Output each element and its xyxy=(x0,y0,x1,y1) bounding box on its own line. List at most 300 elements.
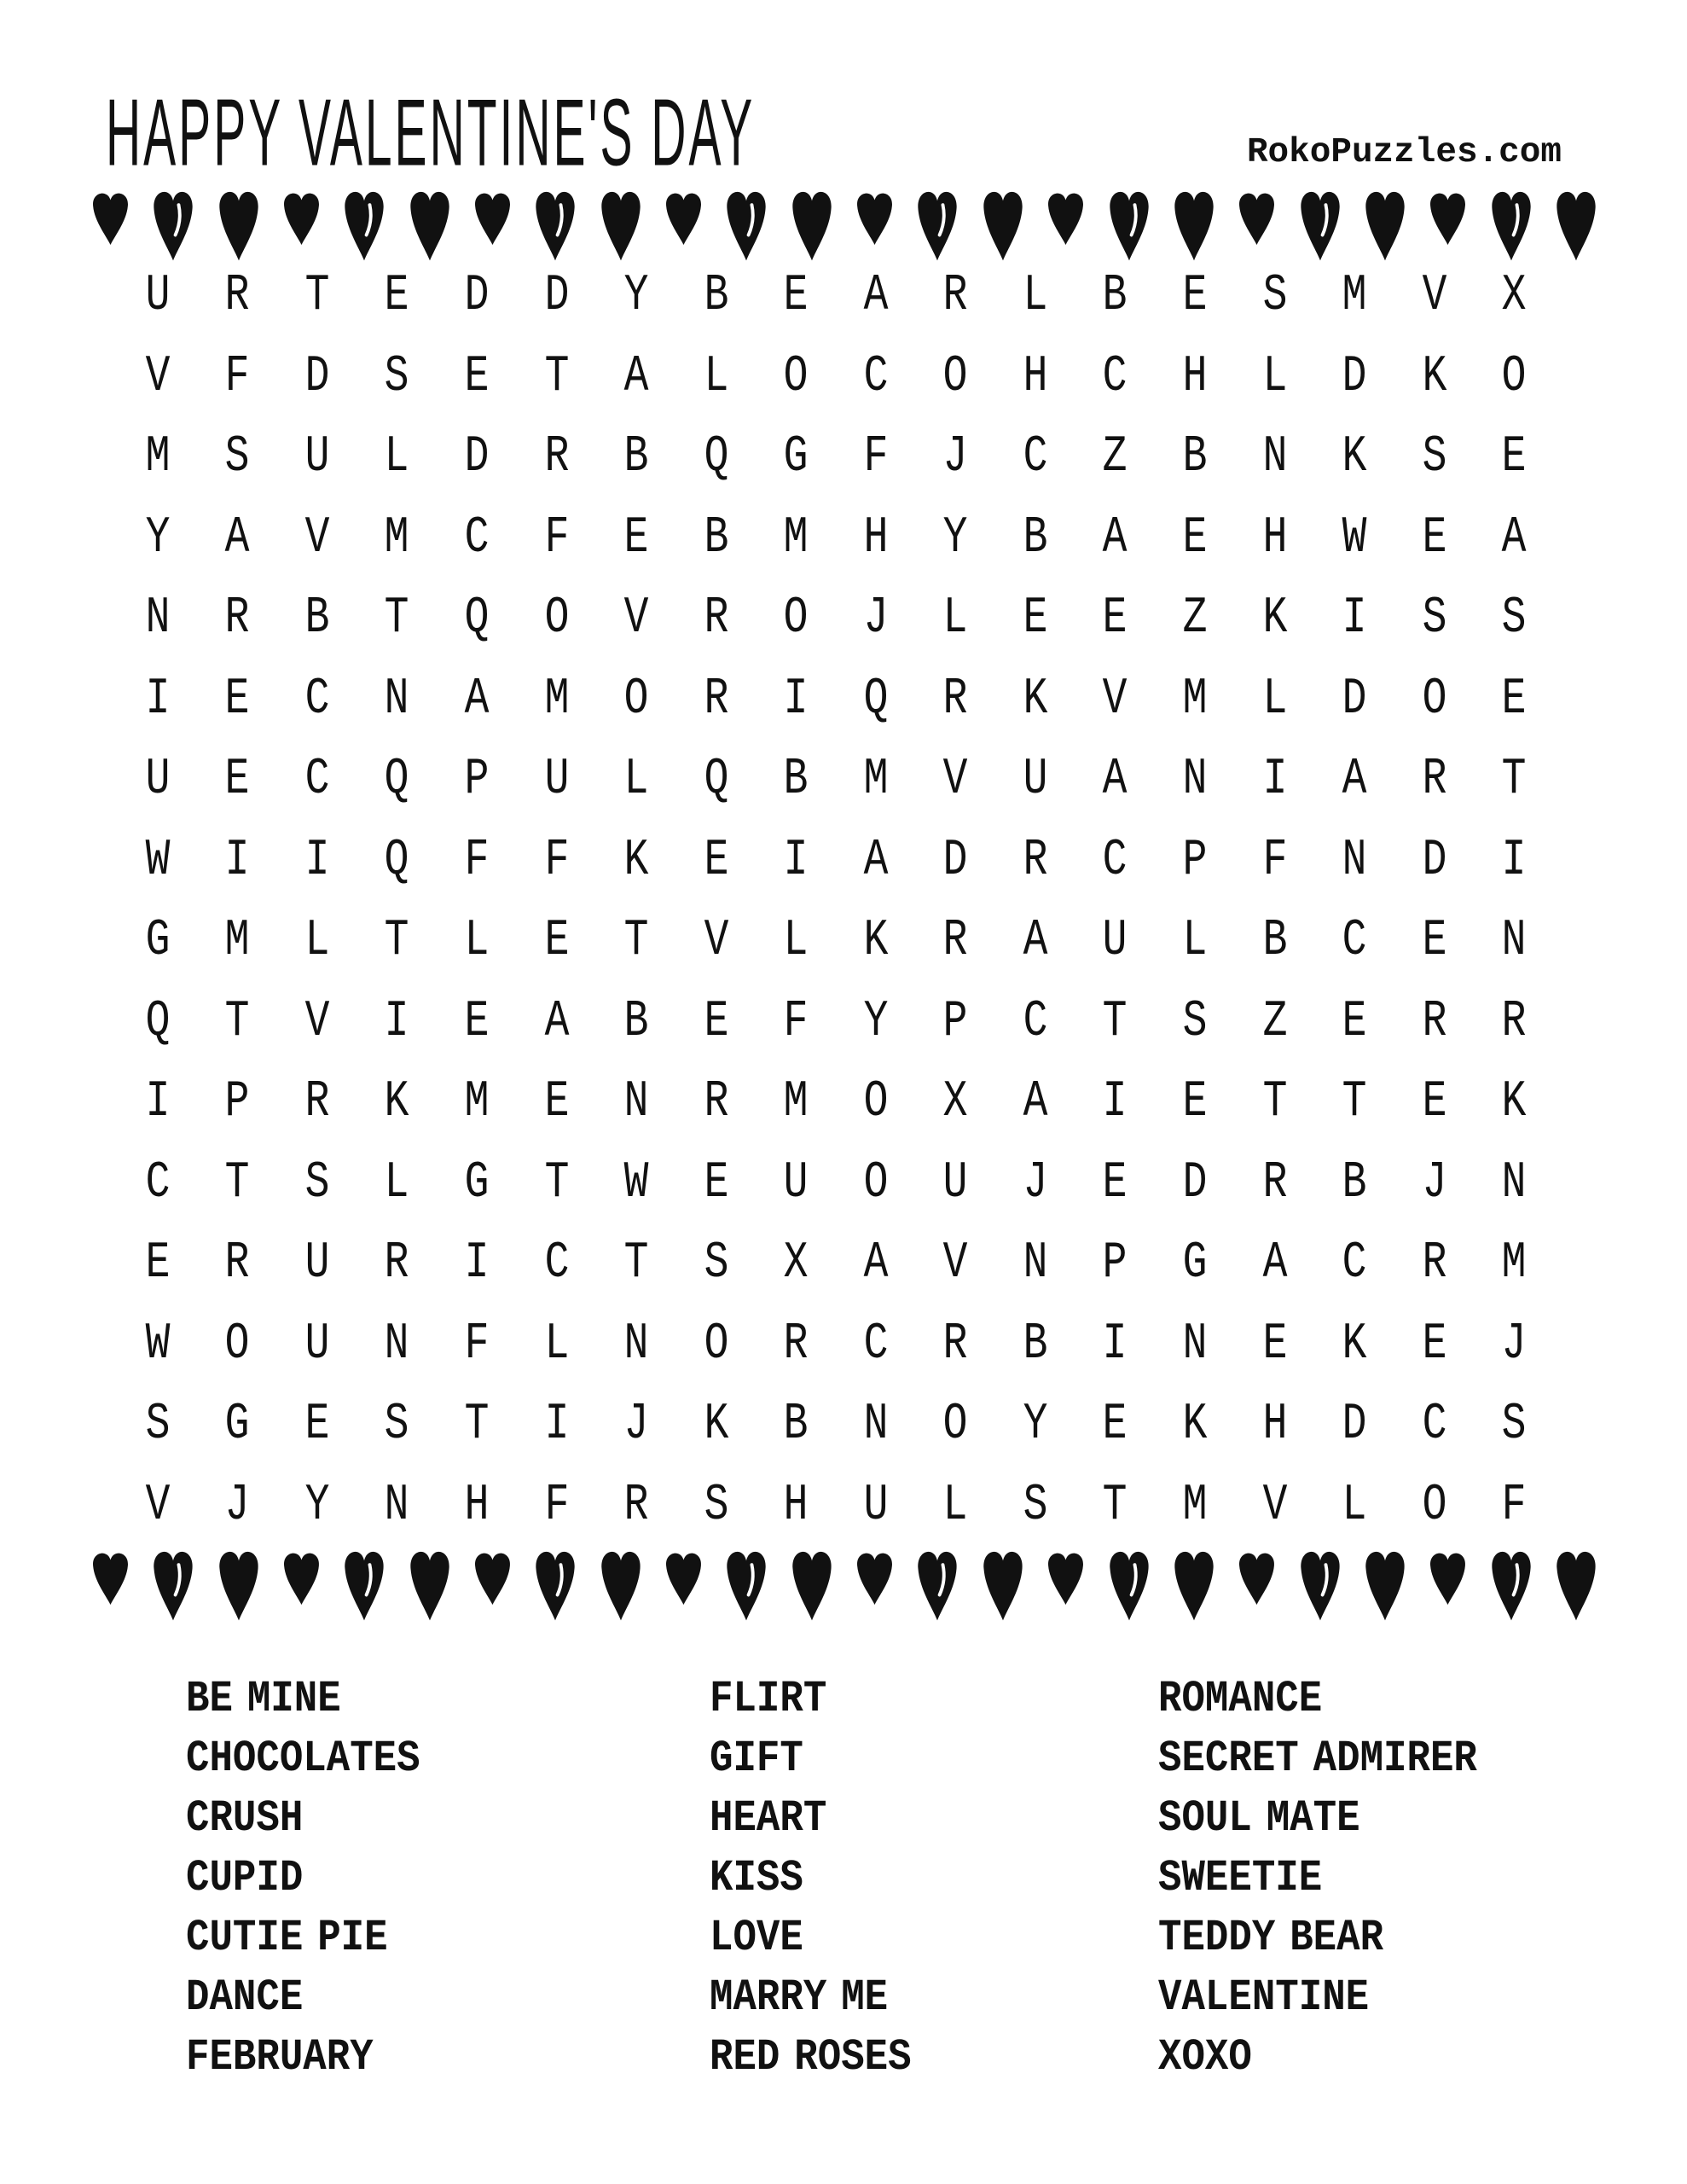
grid-letter: Q xyxy=(385,831,409,890)
heart-icon xyxy=(408,1548,452,1623)
grid-letter: F xyxy=(224,347,250,406)
grid-letter: E xyxy=(704,1153,729,1212)
grid-letter: D xyxy=(464,428,490,487)
word-list-column-3 xyxy=(1158,1669,1521,2087)
grid-letter: R xyxy=(224,1234,250,1293)
heart-icon xyxy=(855,1550,895,1606)
grid-letter: A xyxy=(1103,751,1128,810)
heart-icon xyxy=(1298,1548,1342,1623)
grid-letter: D xyxy=(544,267,569,326)
grid-letter: R xyxy=(385,1234,409,1293)
grid-letter: L xyxy=(1342,1476,1367,1535)
grid-letter: E xyxy=(1422,1315,1447,1374)
grid-letter: E xyxy=(1342,992,1367,1051)
grid-letter: L xyxy=(942,1476,968,1535)
grid-letter: J xyxy=(1501,1315,1527,1374)
grid-letter: O xyxy=(704,1315,729,1374)
heart-icon xyxy=(1554,188,1598,263)
word-item: CHOCOLATES xyxy=(186,1733,420,1784)
grid-letter: K xyxy=(1023,670,1048,729)
word-item: SECRET ADMIRER xyxy=(1158,1733,1477,1784)
grid-letter: K xyxy=(1342,1315,1367,1374)
grid-letter: D xyxy=(1182,1153,1208,1212)
grid-letter: O xyxy=(1501,347,1527,406)
grid-letter: V xyxy=(145,347,171,406)
grid-letter: R xyxy=(942,670,968,729)
grid-letter: N xyxy=(1023,1234,1048,1293)
grid-letter: S xyxy=(1262,267,1287,326)
grid-letter: Y xyxy=(863,992,889,1051)
grid-letter: H xyxy=(1023,347,1048,406)
grid-letter: K xyxy=(863,912,889,971)
heart-icon xyxy=(217,1548,261,1623)
grid-letter: E xyxy=(1262,1315,1287,1374)
grid-letter: F xyxy=(783,992,809,1051)
grid-letter: X xyxy=(942,1073,968,1132)
grid-letter: E xyxy=(224,670,250,729)
grid-letter: A xyxy=(863,267,889,326)
grid-letter: F xyxy=(1501,1476,1527,1535)
grid-letter: E xyxy=(783,267,809,326)
grid-letter: V xyxy=(942,751,968,810)
grid-letter: D xyxy=(942,831,968,890)
grid-letter: D xyxy=(304,347,330,406)
grid-letter: F xyxy=(464,831,490,890)
grid-letter: X xyxy=(1501,267,1527,326)
grid-letter: T xyxy=(304,267,330,326)
grid-letter: C xyxy=(304,670,330,729)
word-item: FEBRUARY xyxy=(186,2031,374,2082)
grid-letter: O xyxy=(863,1073,889,1132)
word-item: MARRY ME xyxy=(710,1972,889,2023)
grid-letter: E xyxy=(704,831,729,890)
grid-letter: N xyxy=(1501,1153,1527,1212)
grid-letter: S xyxy=(1422,428,1447,487)
grid-letter: J xyxy=(224,1476,250,1535)
grid-letter: P xyxy=(942,992,968,1051)
grid-letter: Z xyxy=(1182,590,1208,648)
grid-letter: I xyxy=(1103,1073,1128,1132)
word-item: DANCE xyxy=(186,1972,304,2023)
grid-letter: M xyxy=(145,428,171,487)
grid-letter: U xyxy=(544,751,569,810)
grid-letter: C xyxy=(1023,428,1048,487)
grid-letter: L xyxy=(783,912,809,971)
grid-letter: V xyxy=(1422,267,1447,326)
grid-letter: T xyxy=(623,912,649,971)
grid-letter: S xyxy=(385,1396,409,1455)
grid-letter: W xyxy=(623,1153,649,1212)
grid-letter: O xyxy=(783,347,809,406)
grid-letter: U xyxy=(1103,912,1128,971)
heart-icon xyxy=(855,190,895,247)
grid-letter: V xyxy=(304,992,330,1051)
grid-letter: C xyxy=(1023,992,1048,1051)
heart-icon xyxy=(790,1548,834,1623)
grid-letter: L xyxy=(304,912,330,971)
grid-letter: K xyxy=(1501,1073,1527,1132)
grid-letter: R xyxy=(224,590,250,648)
grid-letter: N xyxy=(145,590,171,648)
grid-letter: G xyxy=(783,428,809,487)
grid-letter: C xyxy=(145,1153,171,1212)
grid-letter: O xyxy=(1422,1476,1447,1535)
grid-letter: E xyxy=(304,1396,330,1455)
grid-letter: K xyxy=(1262,590,1287,648)
grid-letter: U xyxy=(1023,751,1048,810)
grid-letter: R xyxy=(942,267,968,326)
grid-letter: T xyxy=(1103,992,1128,1051)
grid-letter: B xyxy=(304,590,330,648)
grid-letter: Z xyxy=(1262,992,1287,1051)
grid-letter: L xyxy=(623,751,649,810)
grid-letter: U xyxy=(145,267,171,326)
page-title: HAPPY VALENTINE'S DAY xyxy=(106,79,756,187)
grid-letter: E xyxy=(544,1073,569,1132)
grid-letter: C xyxy=(1342,1234,1367,1293)
grid-letter: R xyxy=(942,1315,968,1374)
heart-icon xyxy=(915,1548,959,1623)
grid-letter: M xyxy=(464,1073,490,1132)
grid-letter: A xyxy=(464,670,490,729)
grid-letter: N xyxy=(385,670,409,729)
grid-letter: U xyxy=(304,428,330,487)
grid-letter: I xyxy=(1342,590,1367,648)
grid-letter: I xyxy=(145,1073,171,1132)
grid-letter: E xyxy=(1103,1396,1128,1455)
grid-letter: E xyxy=(464,992,490,1051)
grid-letter: P xyxy=(464,751,490,810)
word-item: KISS xyxy=(710,1852,803,1903)
heart-icon xyxy=(599,1548,643,1623)
grid-letter: B xyxy=(1103,267,1128,326)
word-search-grid xyxy=(118,256,1554,1546)
heart-icon xyxy=(342,1548,386,1623)
grid-letter: N xyxy=(385,1476,409,1535)
grid-letter: H xyxy=(1262,508,1287,567)
website-credit: RokoPuzzles.com xyxy=(1246,133,1562,172)
grid-letter: V xyxy=(1103,670,1128,729)
grid-letter: G xyxy=(464,1153,490,1212)
grid-letter: R xyxy=(1262,1153,1287,1212)
grid-letter: R xyxy=(783,1315,809,1374)
grid-letter: M xyxy=(1342,267,1367,326)
heart-icon xyxy=(1237,1550,1277,1606)
grid-letter: N xyxy=(1182,751,1208,810)
grid-letter: I xyxy=(304,831,330,890)
grid-letter: W xyxy=(145,1315,171,1374)
word-item: CRUSH xyxy=(186,1792,304,1844)
grid-letter: J xyxy=(1023,1153,1048,1212)
grid-letter: T xyxy=(464,1396,490,1455)
grid-letter: E xyxy=(623,508,649,567)
heart-icon xyxy=(915,188,959,263)
word-item: HEART xyxy=(710,1792,827,1844)
grid-letter: H xyxy=(1182,347,1208,406)
grid-letter: K xyxy=(1182,1396,1208,1455)
grid-letter: N xyxy=(1342,831,1367,890)
grid-letter: C xyxy=(544,1234,569,1293)
grid-letter: U xyxy=(304,1234,330,1293)
heart-icon xyxy=(599,188,643,263)
grid-letter: I xyxy=(1103,1315,1128,1374)
hearts-border-bottom xyxy=(90,1548,1598,1623)
grid-letter: P xyxy=(224,1073,250,1132)
grid-letter: N xyxy=(1262,428,1287,487)
grid-letter: U xyxy=(304,1315,330,1374)
grid-letter: E xyxy=(1422,508,1447,567)
grid-letter: D xyxy=(1342,670,1367,729)
grid-letter: F xyxy=(863,428,889,487)
grid-letter: B xyxy=(1023,508,1048,567)
grid-letter: B xyxy=(704,267,729,326)
grid-letter: N xyxy=(623,1073,649,1132)
grid-letter: A xyxy=(224,508,250,567)
grid-letter: S xyxy=(145,1396,171,1455)
grid-letter: T xyxy=(224,1153,250,1212)
grid-letter: E xyxy=(1501,428,1527,487)
word-item: SWEETIE xyxy=(1158,1852,1323,1903)
grid-letter: M xyxy=(544,670,569,729)
grid-letter: D xyxy=(1342,1396,1367,1455)
grid-letter: C xyxy=(1342,912,1367,971)
grid-letter: W xyxy=(145,831,171,890)
grid-letter: T xyxy=(544,1153,569,1212)
grid-letter: R xyxy=(1422,1234,1447,1293)
grid-letter: E xyxy=(1103,1153,1128,1212)
heart-icon xyxy=(1107,188,1151,263)
heart-icon xyxy=(1489,188,1533,263)
grid-letter: M xyxy=(783,1073,809,1132)
grid-letter: S xyxy=(1501,1396,1527,1455)
grid-letter: J xyxy=(863,590,889,648)
grid-letter: A xyxy=(1103,508,1128,567)
heart-icon xyxy=(1489,1548,1533,1623)
grid-letter: E xyxy=(464,347,490,406)
grid-letter: H xyxy=(783,1476,809,1535)
grid-letter: B xyxy=(783,1396,809,1455)
grid-letter: L xyxy=(704,347,729,406)
grid-letter: M xyxy=(1501,1234,1527,1293)
grid-letter: O xyxy=(942,347,968,406)
grid-letter: R xyxy=(304,1073,330,1132)
heart-icon xyxy=(151,188,195,263)
grid-letter: P xyxy=(1103,1234,1128,1293)
grid-letter: E xyxy=(1182,508,1208,567)
grid-letter: O xyxy=(1422,670,1447,729)
heart-icon xyxy=(1107,1548,1151,1623)
grid-letter: B xyxy=(1342,1153,1367,1212)
grid-letter: S xyxy=(1501,590,1527,648)
grid-letter: M xyxy=(783,508,809,567)
grid-letter: T xyxy=(1342,1073,1367,1132)
grid-letter: W xyxy=(1342,508,1367,567)
grid-letter: G xyxy=(145,912,171,971)
grid-letter: K xyxy=(1342,428,1367,487)
grid-letter: Y xyxy=(623,267,649,326)
grid-letter: L xyxy=(1023,267,1048,326)
grid-letter: U xyxy=(942,1153,968,1212)
grid-letter: E xyxy=(385,267,409,326)
grid-letter: V xyxy=(623,590,649,648)
heart-icon xyxy=(981,188,1025,263)
grid-letter: K xyxy=(385,1073,409,1132)
grid-letter: T xyxy=(224,992,250,1051)
heart-icon xyxy=(533,1548,577,1623)
grid-letter: B xyxy=(783,751,809,810)
grid-letter: C xyxy=(863,347,889,406)
grid-letter: F xyxy=(464,1315,490,1374)
word-item: RED ROSES xyxy=(710,2031,912,2082)
grid-letter: R xyxy=(1023,831,1048,890)
word-list-column-1 xyxy=(186,1669,452,2087)
grid-letter: R xyxy=(544,428,569,487)
grid-letter: M xyxy=(1182,670,1208,729)
grid-letter: E xyxy=(145,1234,171,1293)
word-item: CUPID xyxy=(186,1852,304,1903)
grid-letter: I xyxy=(1262,751,1287,810)
grid-letter: S xyxy=(385,347,409,406)
grid-letter: T xyxy=(385,912,409,971)
heart-icon xyxy=(1172,1548,1216,1623)
grid-letter: U xyxy=(783,1153,809,1212)
grid-letter: T xyxy=(1103,1476,1128,1535)
grid-letter: G xyxy=(224,1396,250,1455)
heart-icon xyxy=(1428,1550,1468,1606)
grid-letter: G xyxy=(1182,1234,1208,1293)
heart-icon xyxy=(151,1548,195,1623)
grid-letter: E xyxy=(1422,1073,1447,1132)
grid-letter: C xyxy=(464,508,490,567)
grid-letter: K xyxy=(623,831,649,890)
grid-letter: T xyxy=(544,347,569,406)
grid-letter: V xyxy=(1262,1476,1287,1535)
grid-letter: M xyxy=(1182,1476,1208,1535)
grid-letter: N xyxy=(1501,912,1527,971)
grid-letter: E xyxy=(1422,912,1447,971)
grid-letter: C xyxy=(1422,1396,1447,1455)
grid-letter: K xyxy=(1422,347,1447,406)
word-list-column-2 xyxy=(710,1669,939,2087)
heart-icon xyxy=(1428,190,1468,247)
grid-letter: N xyxy=(1182,1315,1208,1374)
grid-letter: S xyxy=(704,1234,729,1293)
word-item: VALENTINE xyxy=(1158,1972,1370,2023)
grid-letter: M xyxy=(863,751,889,810)
heart-icon xyxy=(1554,1548,1598,1623)
grid-letter: E xyxy=(704,992,729,1051)
word-item: SOUL MATE xyxy=(1158,1792,1360,1844)
grid-letter: F xyxy=(544,831,569,890)
grid-letter: L xyxy=(544,1315,569,1374)
word-item: LOVE xyxy=(710,1912,803,1963)
heart-icon xyxy=(664,1550,704,1606)
grid-letter: Q xyxy=(863,670,889,729)
heart-icon xyxy=(472,190,513,247)
heart-icon xyxy=(1298,188,1342,263)
grid-letter: A xyxy=(1023,1073,1048,1132)
grid-letter: E xyxy=(1501,670,1527,729)
word-item: ROMANCE xyxy=(1158,1673,1323,1724)
grid-letter: B xyxy=(1262,912,1287,971)
grid-letter: R xyxy=(704,1073,729,1132)
heart-icon xyxy=(1046,1550,1086,1606)
grid-letter: L xyxy=(385,428,409,487)
grid-letter: Q xyxy=(145,992,171,1051)
heart-icon xyxy=(281,190,322,247)
grid-letter: I xyxy=(783,831,809,890)
word-item: CUTIE PIE xyxy=(186,1912,388,1963)
grid-letter: V xyxy=(704,912,729,971)
heart-icon xyxy=(217,188,261,263)
heart-icon xyxy=(724,188,768,263)
grid-letter: Y xyxy=(304,1476,330,1535)
grid-letter: Y xyxy=(145,508,171,567)
word-item: XOXO xyxy=(1158,2031,1252,2082)
grid-letter: O xyxy=(942,1396,968,1455)
grid-letter: V xyxy=(145,1476,171,1535)
grid-letter: K xyxy=(704,1396,729,1455)
grid-letter: U xyxy=(145,751,171,810)
grid-letter: H xyxy=(1262,1396,1287,1455)
grid-letter: A xyxy=(544,992,569,1051)
grid-letter: O xyxy=(224,1315,250,1374)
grid-letter: R xyxy=(1501,992,1527,1051)
heart-icon xyxy=(342,188,386,263)
hearts-border-top xyxy=(90,188,1598,263)
grid-letter: B xyxy=(623,428,649,487)
grid-letter: I xyxy=(145,670,171,729)
grid-letter: O xyxy=(863,1153,889,1212)
grid-letter: S xyxy=(304,1153,330,1212)
grid-letter: H xyxy=(863,508,889,567)
heart-icon xyxy=(1237,190,1277,247)
grid-letter: T xyxy=(1501,751,1527,810)
grid-letter: I xyxy=(385,992,409,1051)
grid-letter: P xyxy=(1182,831,1208,890)
grid-letter: V xyxy=(304,508,330,567)
grid-letter: O xyxy=(544,590,569,648)
grid-letter: A xyxy=(1262,1234,1287,1293)
grid-letter: A xyxy=(863,1234,889,1293)
heart-icon xyxy=(1363,1548,1407,1623)
heart-icon xyxy=(90,190,130,247)
grid-letter: C xyxy=(304,751,330,810)
grid-letter: J xyxy=(623,1396,649,1455)
grid-letter: R xyxy=(942,912,968,971)
grid-letter: L xyxy=(464,912,490,971)
grid-letter: M xyxy=(224,912,250,971)
grid-letter: R xyxy=(1422,751,1447,810)
grid-letter: V xyxy=(942,1234,968,1293)
word-item: FLIRT xyxy=(710,1673,827,1724)
grid-letter: Y xyxy=(942,508,968,567)
grid-letter: N xyxy=(623,1315,649,1374)
grid-letter: Y xyxy=(1023,1396,1048,1455)
grid-letter: R xyxy=(224,267,250,326)
grid-letter: S xyxy=(1422,590,1447,648)
grid-letter: T xyxy=(385,590,409,648)
grid-letter: A xyxy=(623,347,649,406)
grid-letter: C xyxy=(1103,831,1128,890)
grid-letter: S xyxy=(1182,992,1208,1051)
grid-letter: Q xyxy=(704,751,729,810)
grid-letter: D xyxy=(1342,347,1367,406)
grid-letter: B xyxy=(1023,1315,1048,1374)
grid-letter: R xyxy=(1422,992,1447,1051)
heart-icon xyxy=(1172,188,1216,263)
grid-letter: A xyxy=(1342,751,1367,810)
